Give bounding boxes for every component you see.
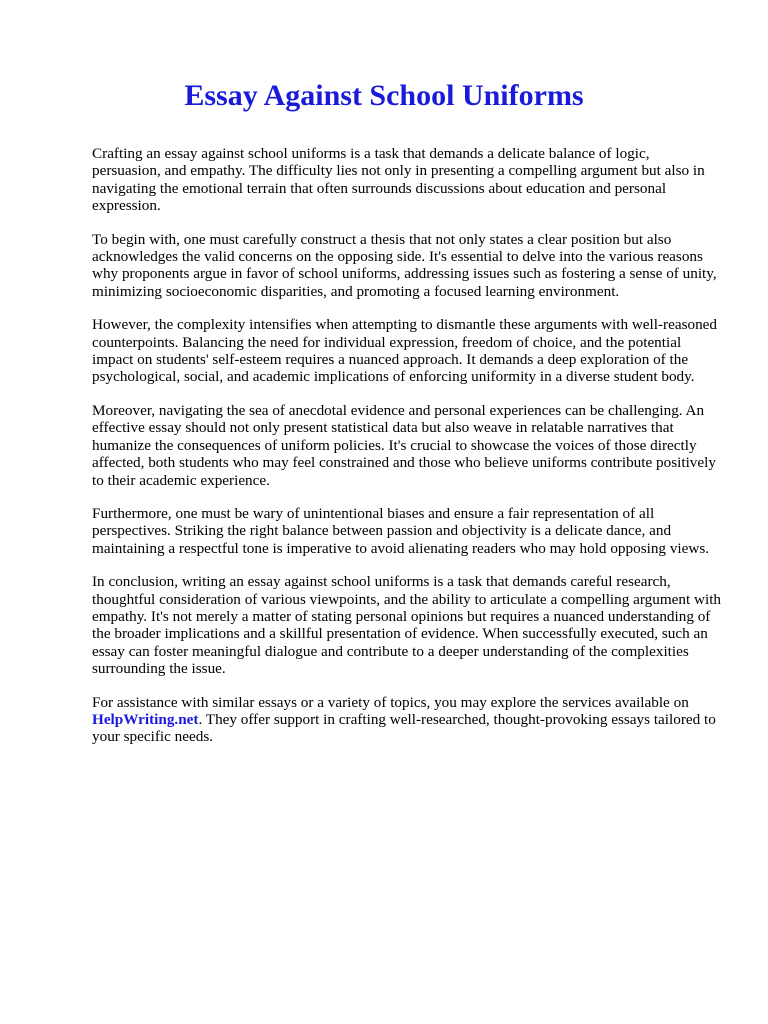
paragraph-closing [92, 694, 722, 746]
paragraph-counterpoints: However, the complexity intensifies when attempting to dismantle these arguments with well-reasoned counterpoints. Balancing the need for individual expression, freedom of choice, and the potential impact on students' self-esteem requires a nuanced approach. It demands a deep exploration of the psychological, social, and academic implications of enforcing uniformity in a diverse student body. [92, 316, 718, 386]
helpwriting-link[interactable]: HelpWriting.net [92, 710, 199, 728]
paragraph-thesis: To begin with, one must carefully construct a thesis that not only states a clear position but also acknowledges the valid concerns on the opposing side. It's essential to delve into the various reasons why proponents argue in favor of school uniforms, addressing issues such as fostering a sense of unity, minimizing socioeconomic disparities, and promoting a focused learning environment. [92, 230, 717, 300]
paragraph-evidence: Moreover, navigating the sea of anecdotal evidence and personal experiences can be challenging. An effective essay should not only present statistical data but also weave in relatable narratives that humanize the consequences of uniform policies. It's crucial to showcase the voices of those directly affected, both students who may feel constrained and those who believe uniforms contribute positively to their academic experience. [92, 401, 716, 489]
paragraph-conclusion: In conclusion, writing an essay against school uniforms is a task that demands careful research, thoughtful consideration of various viewpoints, and the ability to articulate a compelling argument with empathy. It's not merely a matter of stating personal opinions but requires a nuanced understanding of the broader implications and a skillful presentation of evidence. When successfully executed, such an essay can foster meaningful dialogue and contribute to a deeper understanding of the complexities surrounding the issue. [92, 573, 722, 678]
page-title: Essay Against School Uniforms [184, 79, 584, 112]
paragraph-intro: Crafting an essay against school uniforms is a task that demands a delicate balance of logic, persuasion, and empathy. The difficulty lies not only in presenting a compelling argument but also in navigating the emotional terrain that often surrounds discussions about education and personal expression. [92, 145, 705, 215]
closing-text-after-link: . They offer support in crafting well-researched, thought-provoking essays tailored to your specific needs. [92, 710, 716, 746]
essay-body [92, 145, 722, 762]
paragraph-biases: Furthermore, one must be wary of unintentional biases and ensure a fair representation of all perspectives. Striking the right balance between passion and objectivity is a delicate dance, and maintaining a respectful tone is imperative to avoid alienating readers who may hold opposing views. [92, 504, 710, 557]
closing-text-before-link: For assistance with similar essays or a variety of topics, you may explore the services available on [92, 693, 689, 711]
